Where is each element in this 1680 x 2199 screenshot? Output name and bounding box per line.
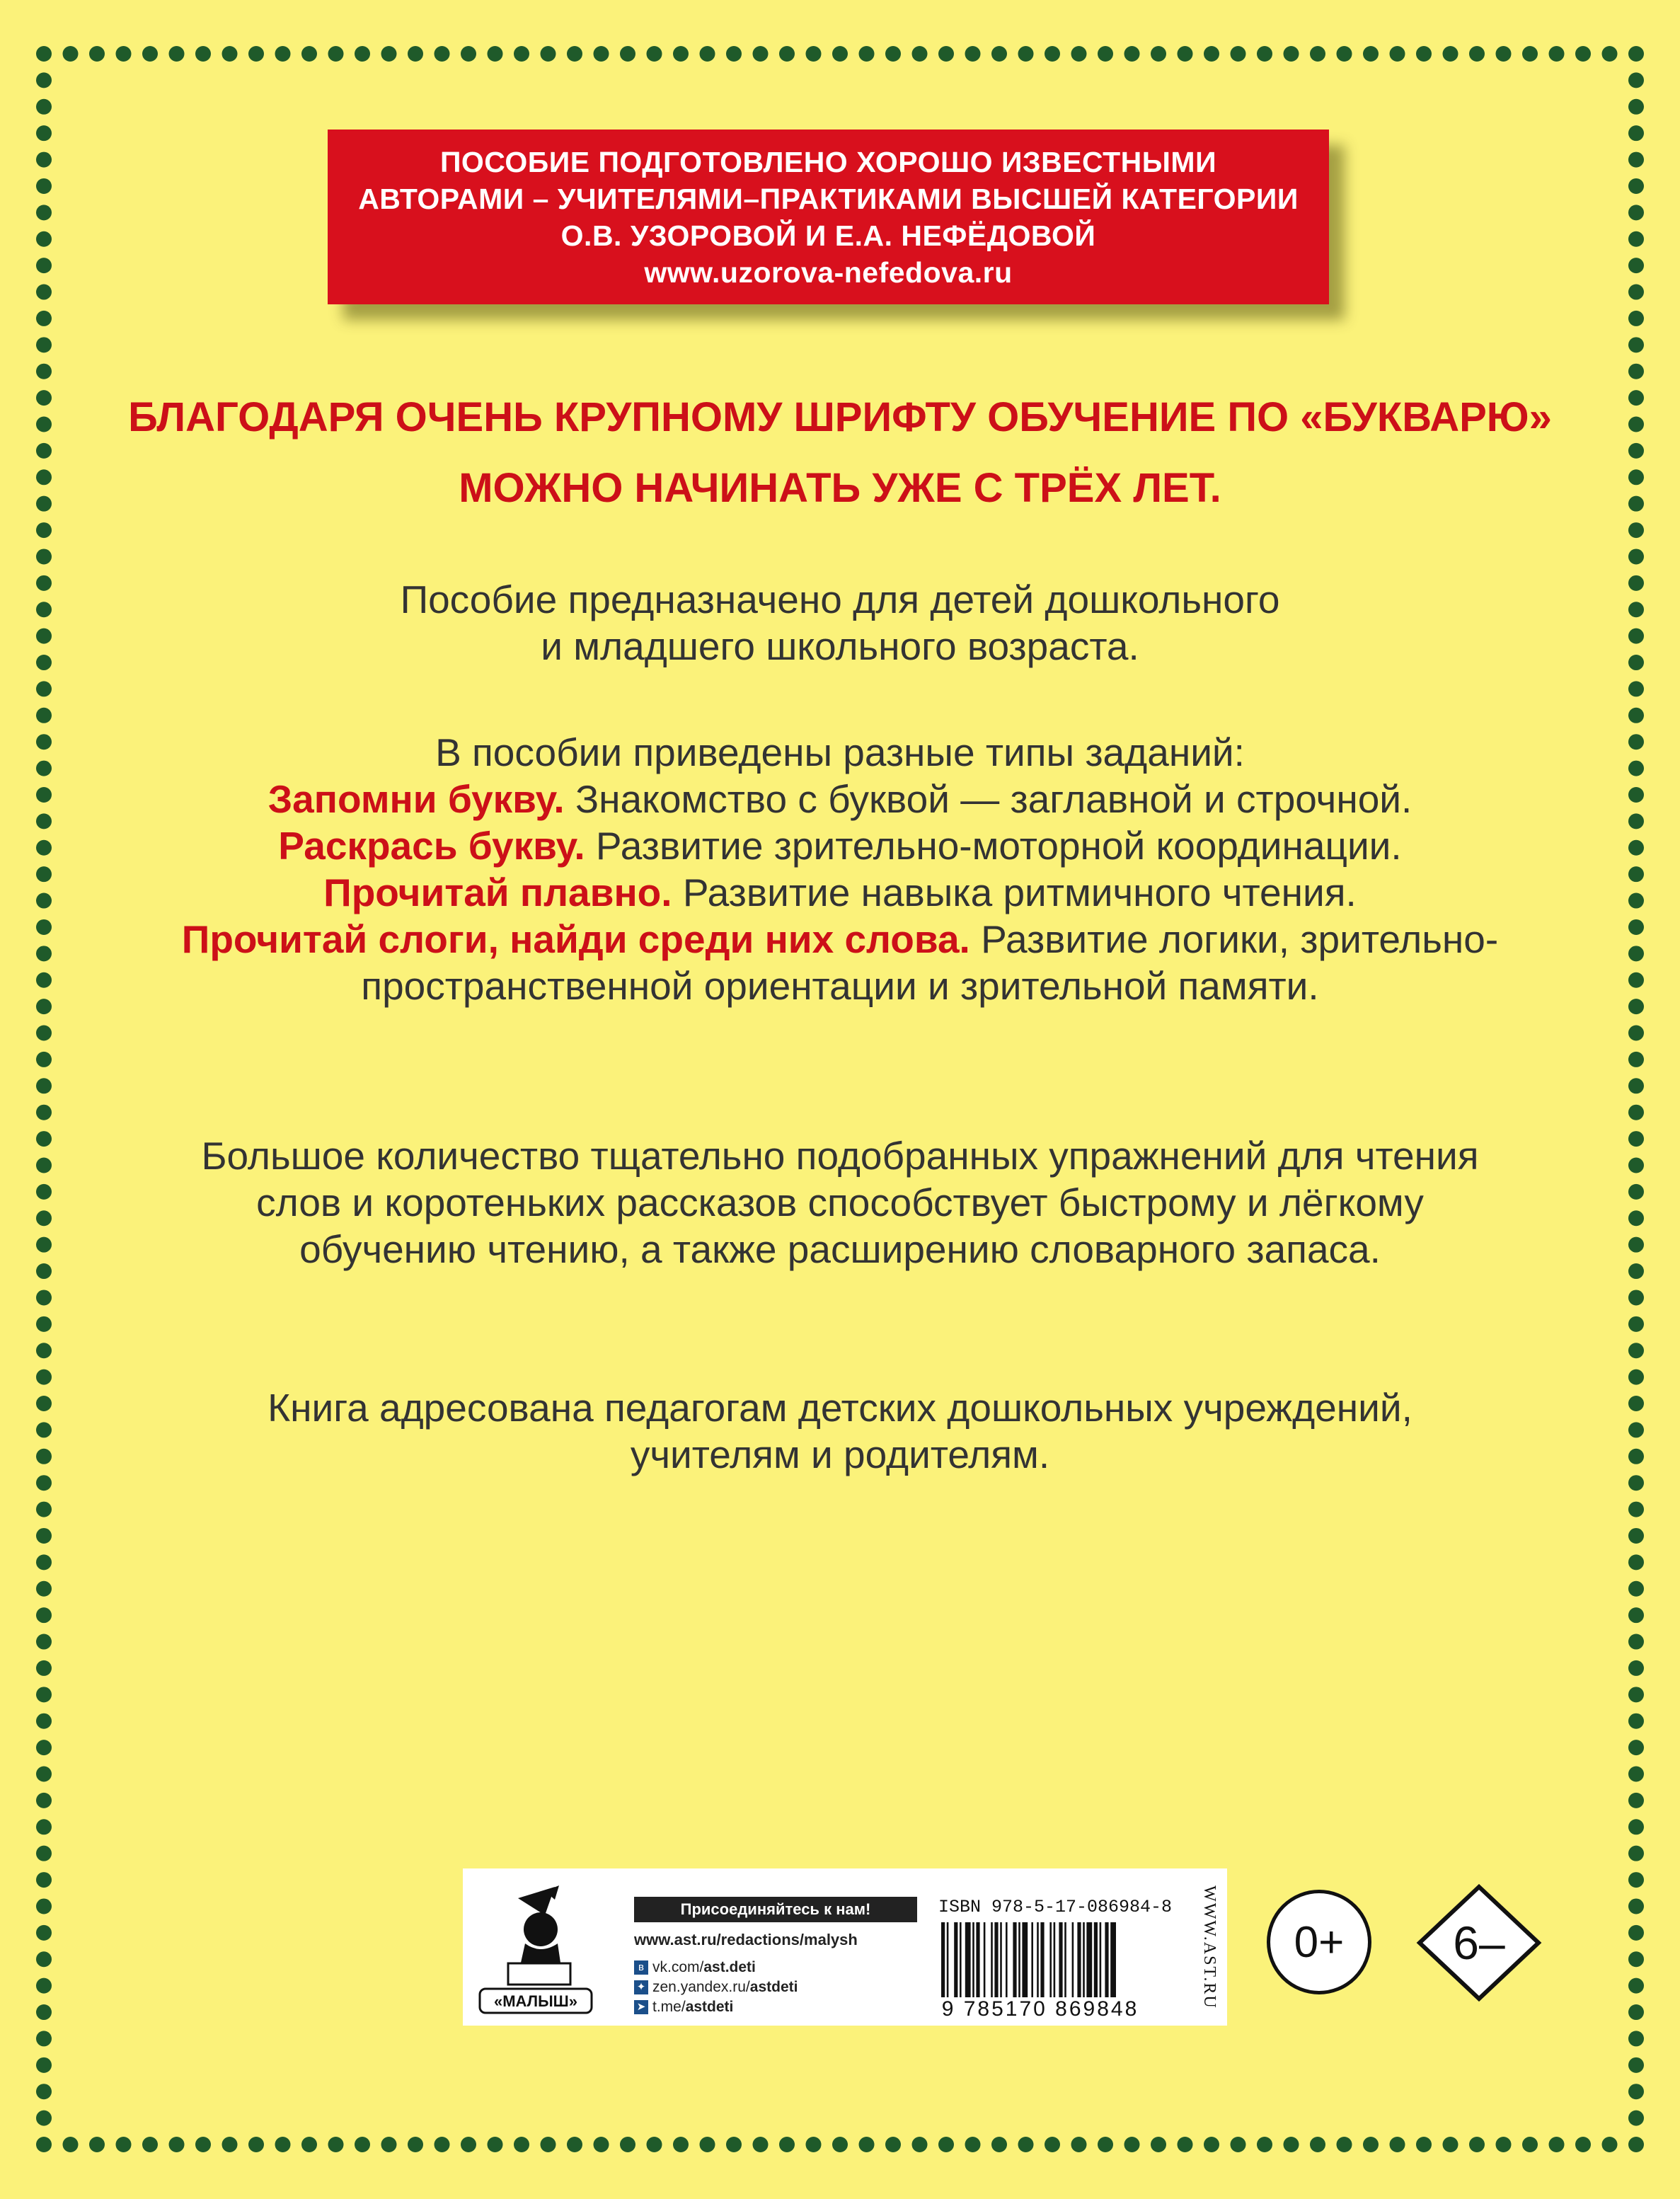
tasks-heading: В пособии приведены разные типы заданий: [435, 730, 1245, 774]
task-item [0, 822, 1680, 869]
barcode-icon [938, 1922, 1186, 2000]
task-label: Прочитай плавно. [323, 871, 672, 914]
exercises-line: Большое количество тщательно подобранных упражнений для чтения [201, 1134, 1479, 1178]
exercises-paragraph [0, 1132, 1680, 1273]
tasks-paragraph [0, 729, 1680, 1009]
age-rating-0-badge: 0+ [1267, 1890, 1371, 1994]
publisher-site-link[interactable]: www.ast.ru/redactions/malysh [634, 1931, 858, 1948]
intro-paragraph [0, 576, 1680, 670]
barcode-number: 9 785170 869848 [941, 1997, 1139, 2021]
publisher-info-box [463, 1868, 1227, 2026]
task-label: Раскрась букву. [278, 824, 585, 868]
social-handle: astdeti [685, 1999, 734, 2015]
task-label: Запомни букву. [267, 777, 565, 821]
isbn-label: ISBN 978-5-17-086984-8 [938, 1897, 1173, 1917]
zen-icon: ✦ [634, 1980, 648, 1994]
authors-banner [328, 130, 1329, 304]
banner-website-link[interactable]: www.uzorova-nefedova.ru [644, 256, 1013, 289]
malysh-logo-text: «МАЛЫШ» [493, 1992, 578, 2010]
intro-line: и младшего школьного возраста. [541, 624, 1139, 668]
headline [0, 382, 1680, 524]
malysh-logo-icon [476, 1884, 596, 2019]
intro-line: Пособие предназначено для детей дошкольного [400, 578, 1280, 621]
age-rating-6-badge [1415, 1883, 1543, 2003]
task-item [0, 916, 1680, 963]
zen-link[interactable] [634, 1979, 798, 1996]
task-item [0, 869, 1680, 916]
vk-icon: в [634, 1960, 648, 1975]
social-prefix: zen.yandex.ru/ [652, 1979, 750, 1995]
banner-line: АВТОРАМИ – УЧИТЕЛЯМИ–ПРАКТИКАМИ ВЫСШЕЙ КАТЕГОРИИ [358, 182, 1299, 215]
vertical-site-label: WWW.AST.RU [1200, 1885, 1219, 2009]
task-description: Развитие логики, зрительно- [970, 917, 1499, 961]
task-description: Развитие навыка ритмичного чтения. [672, 871, 1357, 914]
audience-paragraph [0, 1384, 1680, 1478]
exercises-line: обучению чтению, а также расширению словарного запаса. [299, 1227, 1381, 1271]
telegram-link[interactable] [634, 1999, 733, 2016]
headline-line: МОЖНО НАЧИНАТЬ УЖЕ С ТРЁХ ЛЕТ. [459, 465, 1221, 511]
social-prefix: t.me/ [652, 1999, 686, 2015]
headline-line: БЛАГОДАРЯ ОЧЕНЬ КРУПНОМУ ШРИФТУ ОБУЧЕНИЕ ПО «БУКВАРЮ» [128, 394, 1552, 440]
social-handle: ast.deti [703, 1959, 756, 1975]
exercises-line: слов и коротеньких рассказов способствует быстрому и лёгкому [256, 1181, 1424, 1224]
audience-line: Книга адресована педагогам детских дошкольных учреждений, [267, 1386, 1413, 1430]
audience-line: учителям и родителям. [630, 1432, 1050, 1476]
banner-line: О.В. УЗОРОВОЙ И Е.А. НЕФЁДОВОЙ [560, 219, 1096, 252]
task-label: Прочитай слоги, найди среди них слова. [181, 917, 970, 961]
task-description: Развитие зрительно-моторной координации. [585, 824, 1402, 868]
task-item [0, 776, 1680, 822]
banner-line: ПОСОБИЕ ПОДГОТОВЛЕНО ХОРОШО ИЗВЕСТНЫМИ [439, 145, 1217, 178]
social-prefix: vk.com/ [652, 1959, 704, 1975]
social-handle: astdeti [749, 1979, 798, 1995]
vk-link[interactable] [634, 1959, 756, 1976]
age-rating-6-text: 6– [1453, 1917, 1505, 1969]
join-us-banner: Присоединяйтесь к нам! [634, 1897, 917, 1922]
task-description: Знакомство с буквой — заглавной и строчной. [564, 777, 1413, 821]
telegram-icon: ➤ [634, 2000, 648, 2014]
task-continuation: пространственной ориентации и зрительной памяти. [361, 964, 1319, 1008]
